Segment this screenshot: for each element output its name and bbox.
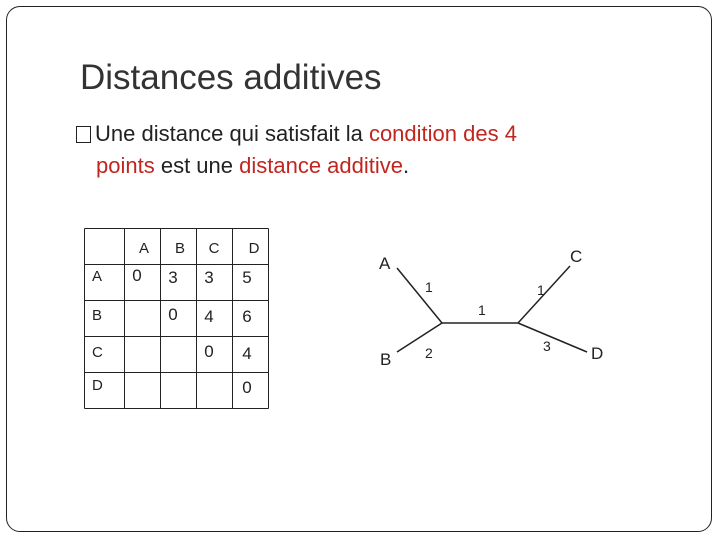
col-header-b: B xyxy=(174,240,185,257)
row-label-b: B xyxy=(92,307,103,324)
matrix-cell: 5 xyxy=(242,268,252,287)
slide-title: Distances additives xyxy=(80,58,382,97)
row-label-a: A xyxy=(92,268,103,285)
leaf-a: A xyxy=(379,254,391,273)
leaf-c: C xyxy=(570,247,583,266)
row-label-d: D xyxy=(92,377,103,394)
matrix-cell: 0 xyxy=(132,266,142,285)
matrix-cell: 6 xyxy=(242,307,252,326)
matrix-cell: 0 xyxy=(204,342,214,361)
matrix-cell: 4 xyxy=(242,344,252,363)
leaf-b: B xyxy=(380,350,392,369)
col-header-c: C xyxy=(208,240,220,257)
highlight-condition: condition des 4 xyxy=(368,121,517,146)
edge-label-internal: 1 xyxy=(478,302,486,318)
matrix-cell: 3 xyxy=(168,268,178,287)
edge-a xyxy=(397,268,442,323)
bullet-text-2: est une xyxy=(154,153,240,178)
bullet-text-1: Une distance qui satisfait la xyxy=(95,121,369,146)
matrix-cell: 0 xyxy=(242,378,252,397)
highlight-points: points xyxy=(96,153,155,178)
matrix-cell: 3 xyxy=(204,268,214,287)
bullet-text-3: . xyxy=(403,153,410,178)
row-label-c: C xyxy=(92,344,103,361)
edge-label-d: 3 xyxy=(543,338,551,354)
edge-b xyxy=(397,323,442,352)
matrix-cell: 4 xyxy=(204,307,214,326)
edge-label-a: 1 xyxy=(425,279,433,295)
col-header-d: D xyxy=(248,240,260,257)
col-header-a: A xyxy=(138,240,149,257)
matrix-cell: 0 xyxy=(168,305,178,324)
highlight-distance-additive: distance additive xyxy=(239,153,403,178)
leaf-d: D xyxy=(591,344,604,363)
edge-label-b: 2 xyxy=(425,345,433,361)
edge-d xyxy=(518,323,587,352)
edge-label-c: 1 xyxy=(537,282,545,298)
